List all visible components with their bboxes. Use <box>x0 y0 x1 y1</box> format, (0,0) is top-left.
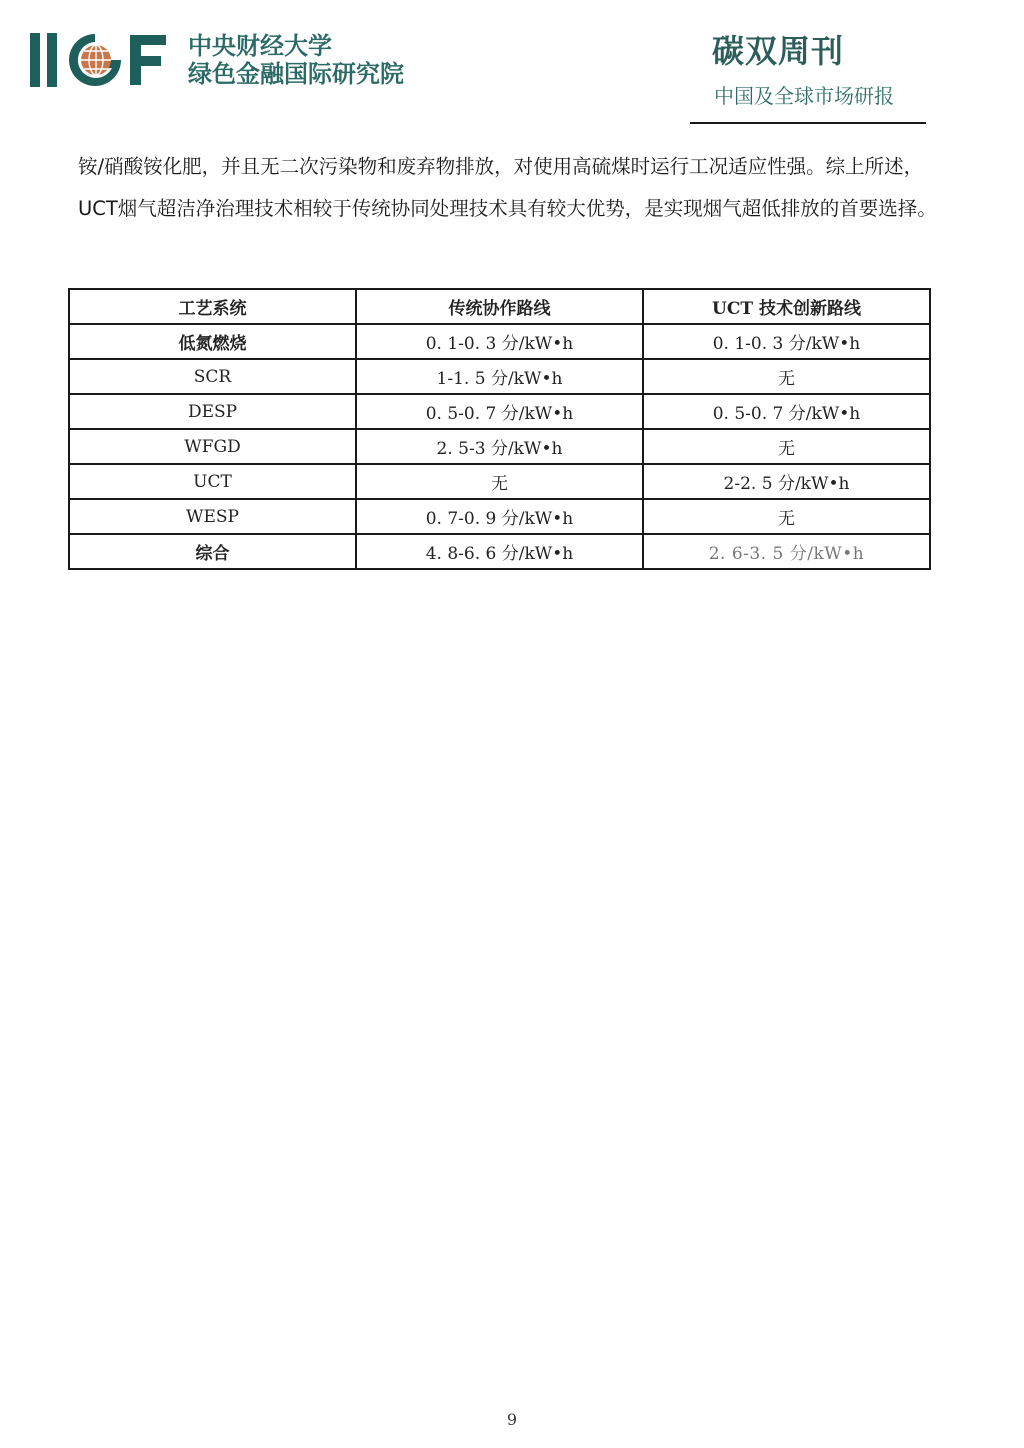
publication-subtitle: 中国及全球市场研报 <box>714 84 894 108</box>
page-header <box>0 0 1024 130</box>
globe-icon <box>66 31 124 89</box>
iigf-logo-mark <box>30 31 168 89</box>
table-header-row <box>69 289 930 324</box>
table-cell: UCT <box>69 464 356 499</box>
table-cell: 0. 5-0. 7 分/kW•h <box>643 394 930 429</box>
logo-bar-1 <box>30 33 40 87</box>
table-cell: 0. 5-0. 7 分/kW•h <box>356 394 643 429</box>
table-cell: 4. 8-6. 6 分/kW•h <box>356 534 643 569</box>
table-row <box>69 499 930 534</box>
table-cell: WFGD <box>69 429 356 464</box>
table-cell: 2. 6-3. 5 分/kW•h <box>643 534 930 569</box>
table-row <box>69 394 930 429</box>
logo-letter-f <box>128 33 168 87</box>
table-header-cell: 传统协作路线 <box>356 289 643 324</box>
table-cell: 0. 1-0. 3 分/kW•h <box>356 324 643 359</box>
table-cell: 无 <box>643 429 930 464</box>
table-header-cell: 工艺系统 <box>69 289 356 324</box>
header-divider <box>690 122 926 124</box>
iigf-logo <box>30 30 404 90</box>
table-row <box>69 464 930 499</box>
table-cell: WESP <box>69 499 356 534</box>
table-cell: 无 <box>356 464 643 499</box>
table-row <box>69 429 930 464</box>
page-number: 9 <box>506 1410 518 1429</box>
table-cell: 2-2. 5 分/kW•h <box>643 464 930 499</box>
table-cell: 0. 1-0. 3 分/kW•h <box>643 324 930 359</box>
body-paragraph: 铵/硝酸铵化肥，并且无二次污染物和废弃物排放，对使用高硫煤时运行工况适应性强。综上所述，UCT烟气超洁净治理技术相较于传统协同处理技术具有较大优势，是实现烟气超低排放的首要选择。 <box>78 155 937 220</box>
org-name <box>188 32 404 88</box>
table-header-cell: UCT 技术创新路线 <box>643 289 930 324</box>
table-cell: 低氮燃烧 <box>69 324 356 359</box>
table-cell: 2. 5-3 分/kW•h <box>356 429 643 464</box>
table-row <box>69 359 930 394</box>
table-row <box>69 324 930 359</box>
table-cell: SCR <box>69 359 356 394</box>
cost-comparison-table <box>68 288 931 570</box>
logo-bar-2 <box>47 33 57 87</box>
table-cell: DESP <box>69 394 356 429</box>
table-cell: 综合 <box>69 534 356 569</box>
publication-title: 碳双周刊 <box>712 32 845 70</box>
org-name-line2: 绿色金融国际研究院 <box>188 60 404 88</box>
table-cell: 无 <box>643 359 930 394</box>
table-cell: 无 <box>643 499 930 534</box>
table-cell: 0. 7-0. 9 分/kW•h <box>356 499 643 534</box>
table-cell: 1-1. 5 分/kW•h <box>356 359 643 394</box>
table-row <box>69 534 930 569</box>
org-name-line1: 中央财经大学 <box>188 32 332 60</box>
